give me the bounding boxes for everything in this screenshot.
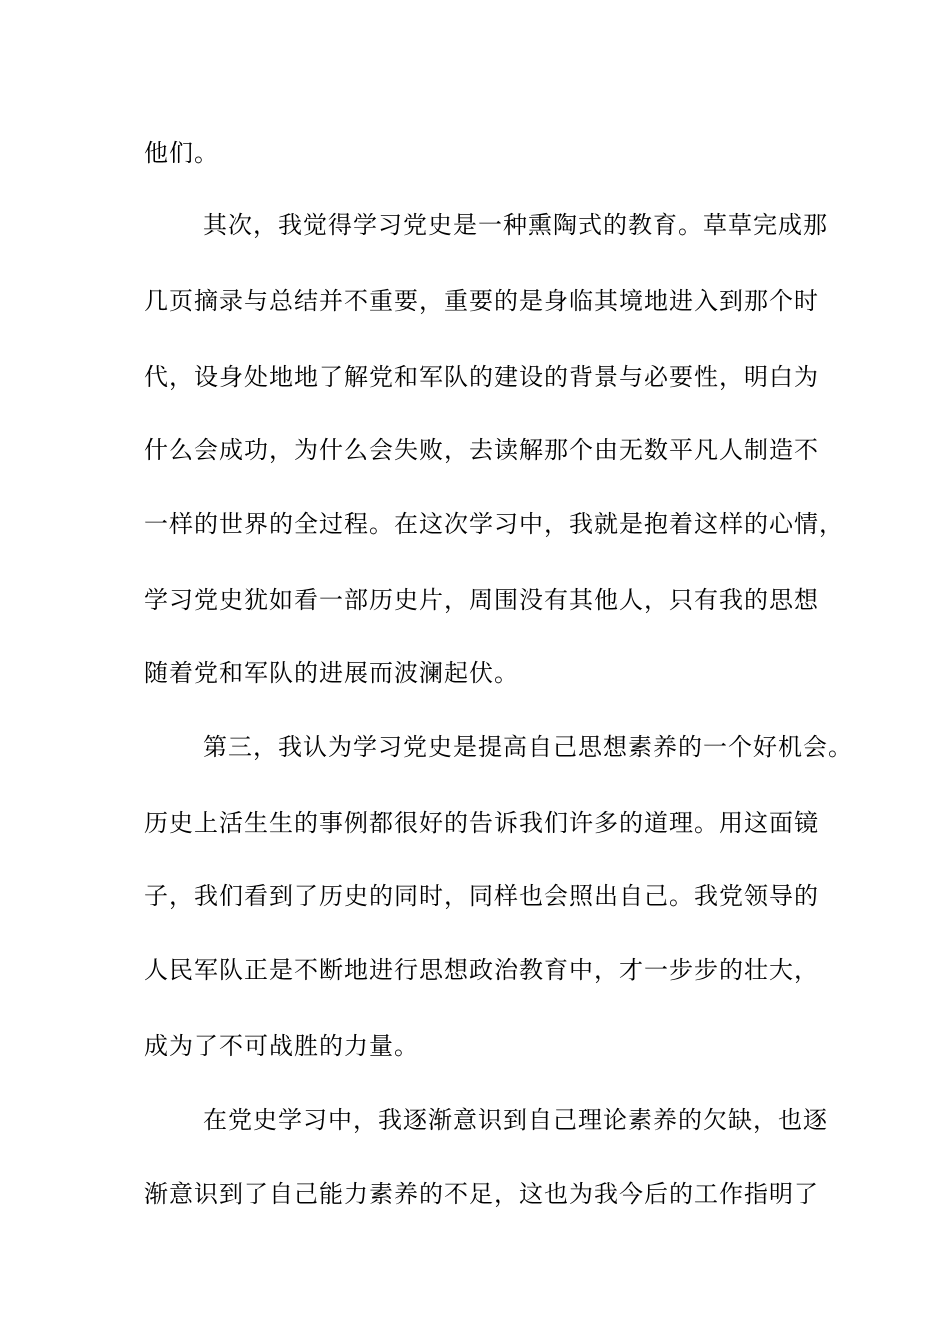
text-line: 渐意识到了自己能力素养的不足，这也为我今后的工作指明了	[144, 1180, 819, 1208]
text-line: 人民军队正是不断地进行思想政治教育中，才一步步的壮大，	[144, 956, 819, 984]
text-line: 子，我们看到了历史的同时，同样也会照出自己。我党领导的	[144, 882, 819, 910]
text-line: 成为了不可战胜的力量。	[144, 1032, 419, 1060]
text-line: 历史上活生生的事例都很好的告诉我们许多的道理。用这面镜	[144, 809, 819, 837]
text-line: 随着党和军队的进展而波澜起伏。	[144, 659, 519, 687]
text-line: 学习党史犹如看一部历史片，周围没有其他人，只有我的思想	[144, 586, 819, 614]
text-line: 几页摘录与总结并不重要，重要的是身临其境地进入到那个时	[144, 287, 819, 315]
paragraph-start-line: 在党史学习中，我逐渐意识到自己理论素养的欠缺，也逐	[203, 1106, 828, 1134]
text-line: 他们。	[144, 139, 219, 167]
text-line: 一样的世界的全过程。在这次学习中，我就是抱着这样的心情，	[144, 510, 844, 538]
text-line: 代，设身处地地了解党和军队的建设的背景与必要性，明白为	[144, 363, 819, 391]
text-line: 什么会成功，为什么会失败，去读解那个由无数平凡人制造不	[144, 436, 819, 464]
paragraph-start-line: 第三，我认为学习党史是提高自己思想素养的一个好机会。	[203, 733, 853, 761]
paragraph-start-line: 其次，我觉得学习党史是一种熏陶式的教育。草草完成那	[203, 211, 828, 239]
